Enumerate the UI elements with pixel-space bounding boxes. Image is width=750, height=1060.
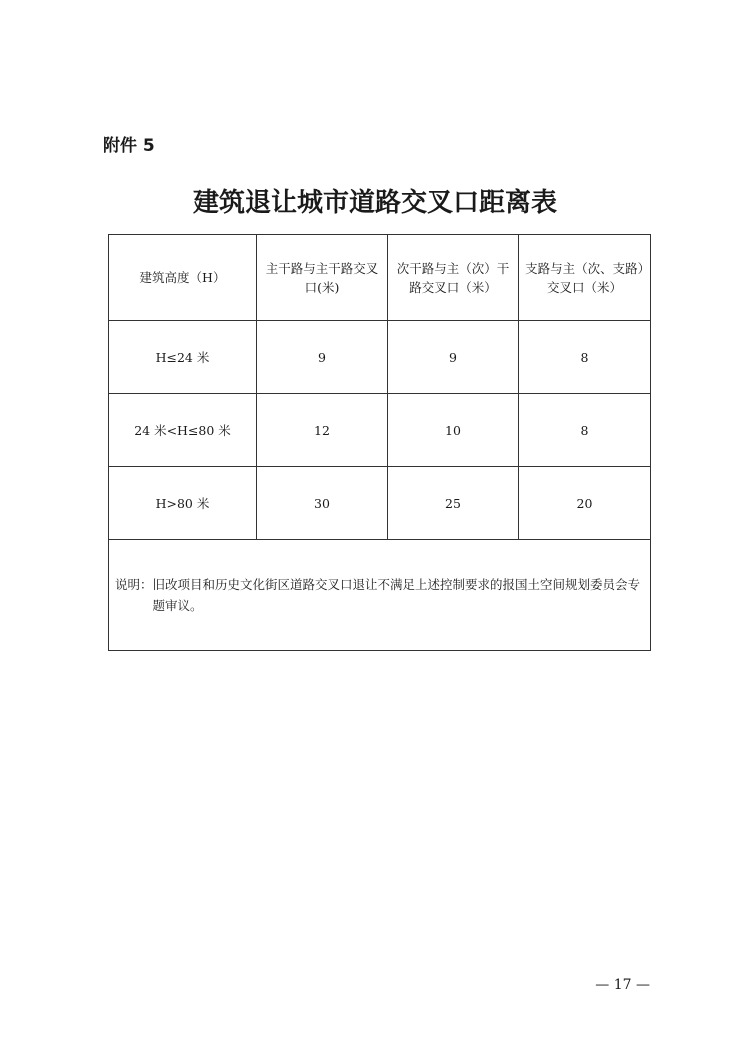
- cell-height: 24 米<H≤80 米: [109, 394, 257, 467]
- page-number: — 17 —: [595, 977, 650, 993]
- cell-branch: 8: [519, 394, 651, 467]
- cell-secondary-main: 25: [388, 467, 519, 540]
- cell-secondary-main: 9: [388, 321, 519, 394]
- note-label: 说明：: [115, 577, 153, 592]
- header-building-height: 建筑高度（H）: [109, 235, 257, 321]
- header-secondary-main: 次干路与主（次）干路交叉口（米）: [388, 235, 519, 321]
- cell-height: H>80 米: [109, 467, 257, 540]
- cell-main-main: 30: [257, 467, 388, 540]
- attachment-label: 附件 5: [103, 136, 155, 156]
- cell-main-main: 12: [257, 394, 388, 467]
- header-branch: 支路与主（次、支路）交叉口（米）: [519, 235, 651, 321]
- table-header-row: [109, 235, 651, 321]
- cell-branch: 8: [519, 321, 651, 394]
- note-cell: [109, 540, 651, 651]
- cell-main-main: 9: [257, 321, 388, 394]
- distance-table: [108, 234, 651, 651]
- table-row: [109, 321, 651, 394]
- cell-secondary-main: 10: [388, 394, 519, 467]
- cell-height: H≤24 米: [109, 321, 257, 394]
- table-row: [109, 467, 651, 540]
- note-text: 旧改项目和历史文化街区道路交叉口退让不满足上述控制要求的报国土空间规划委员会专题审议。: [152, 577, 641, 613]
- table-note-row: [109, 540, 651, 651]
- cell-branch: 20: [519, 467, 651, 540]
- table-row: [109, 394, 651, 467]
- header-main-main: 主干路与主干路交叉口(米): [257, 235, 388, 321]
- document-title: 建筑退让城市道路交叉口距离表: [192, 188, 557, 218]
